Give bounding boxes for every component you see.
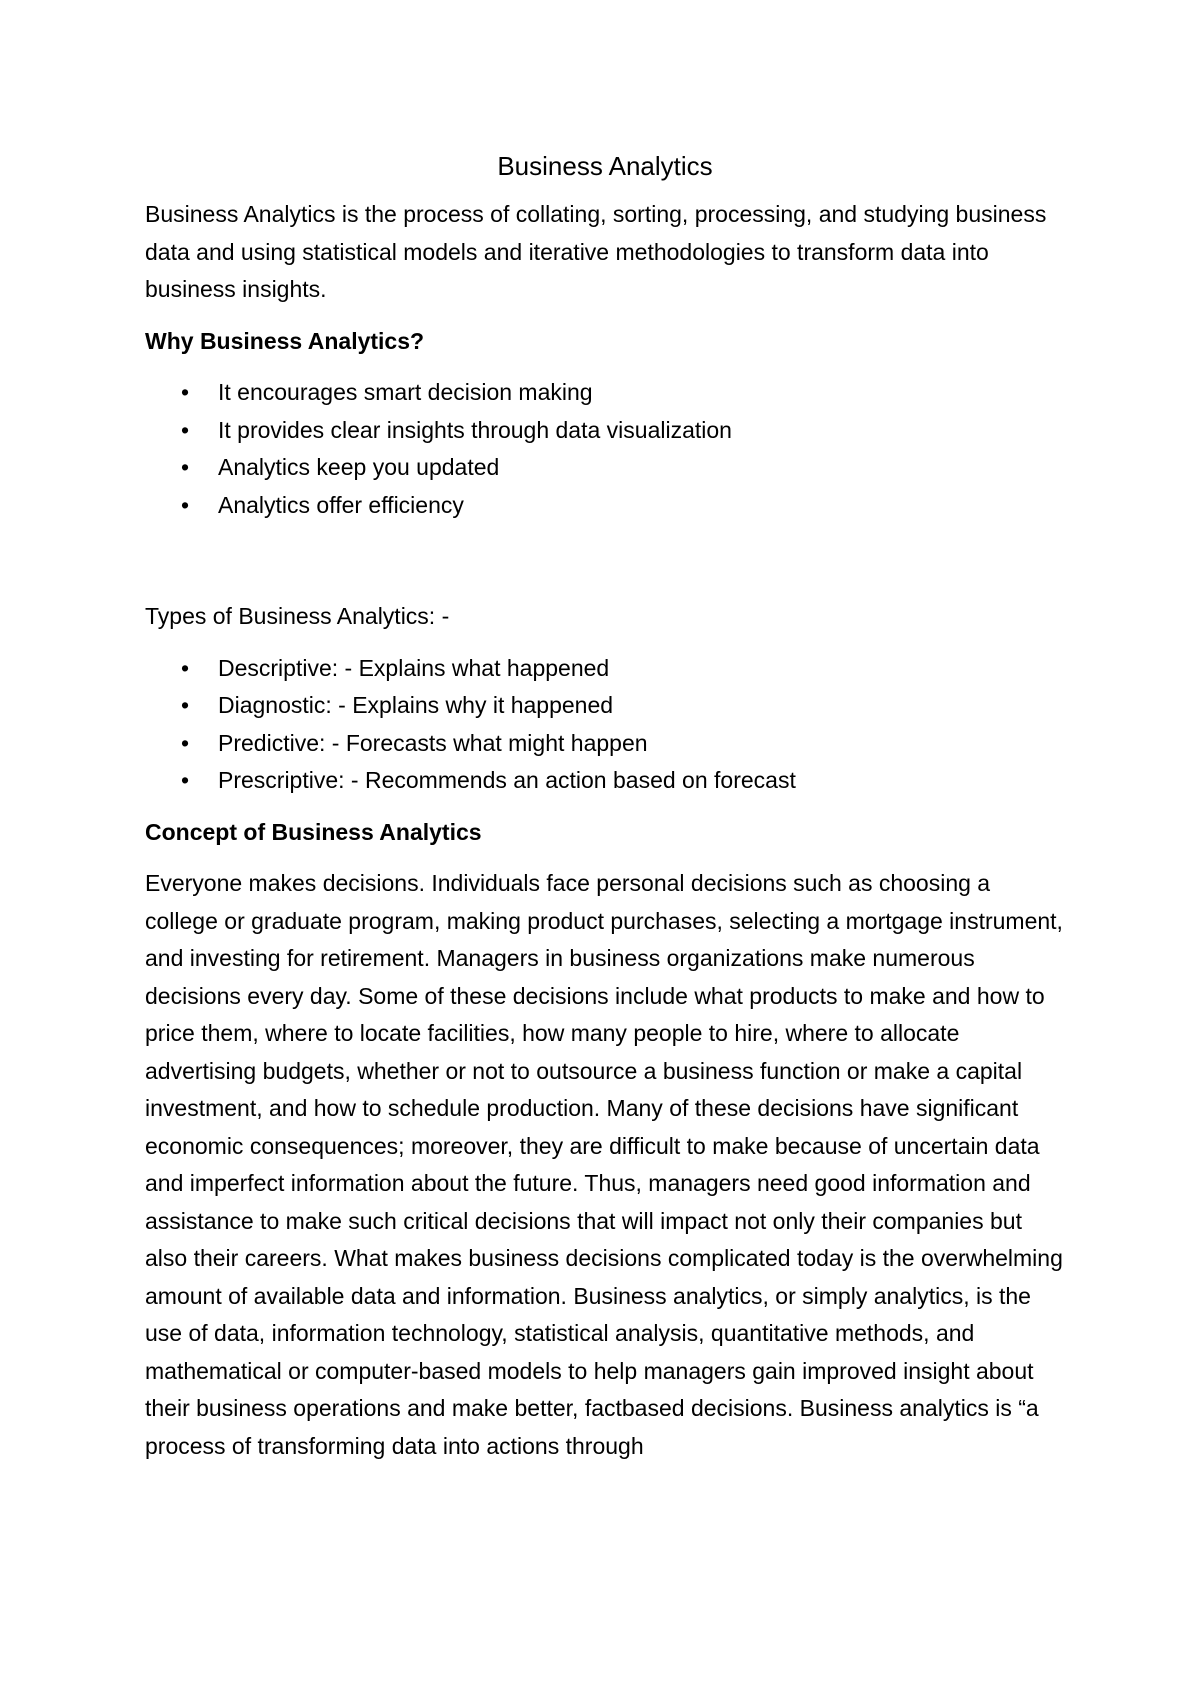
list-item (145, 762, 1065, 800)
list-item-text: It encourages smart decision making (218, 379, 593, 405)
bullet-icon: • (181, 654, 190, 681)
list-item-text: Prescriptive: - Recommends an action based on forecast (218, 767, 796, 793)
list-item (145, 449, 1065, 487)
why-heading: Why Business Analytics? (145, 327, 425, 354)
list-item-text: Analytics keep you updated (218, 454, 500, 480)
bullet-icon: • (181, 416, 190, 443)
list-item-text: Descriptive: - Explains what happened (218, 654, 610, 681)
document-title: Business Analytics (497, 151, 713, 181)
blank-line (145, 538, 1065, 598)
bullet-icon: • (181, 379, 190, 405)
bullet-icon: • (181, 491, 190, 518)
intro-paragraph: Business Analytics is the process of collating, sorting, processing, and studying business data and using statistical models and iterative methodologies to transform data into business insights. (145, 201, 1047, 302)
list-item-text: Diagnostic: - Explains why it happened (218, 692, 614, 718)
types-list (145, 650, 1065, 800)
list-item (145, 487, 1065, 525)
types-heading: Types of Business Analytics: - (145, 603, 450, 629)
list-item-text: It provides clear insights through data visualization (218, 416, 732, 443)
list-item (145, 687, 1065, 725)
list-item (145, 374, 1065, 412)
bullet-icon: • (181, 729, 190, 756)
list-item (145, 725, 1065, 763)
concept-heading: Concept of Business Analytics (145, 818, 482, 845)
why-list (145, 374, 1065, 524)
document-content (145, 146, 1065, 1479)
list-item-text: Analytics offer efficiency (218, 491, 464, 518)
bullet-icon: • (181, 692, 190, 718)
bullet-icon: • (181, 767, 190, 793)
list-item (145, 412, 1065, 450)
list-item-text: Predictive: - Forecasts what might happen (218, 729, 648, 756)
bullet-icon: • (181, 454, 190, 480)
concept-paragraph: Everyone makes decisions. Individuals face personal decisions such as choosing a college or graduate program, making product purchases, selecting a mortgage instrument, and investing for retirement. Managers in business organizations make numerous decisions every day. Some of these decisions include what products to make and how to price them, where to locate facilities, how many people to hire, where to allocate advertising budgets, whether or not to outsource a business function or make a capital investment, and how to schedule production. Many of these decisions have significant economic consequences; moreover, they are difficult to make because of uncertain data and imperfect information about the future. Thus, managers need good information and assistance to make such critical decisions that will impact not only their companies but also their careers. What makes business decisions complicated today is the overwhelming amount of available data and information. Business analytics, or simply analytics, is the use of data, information technology, statistical analysis, quantitative methods, and mathematical or computer-based models to help managers gain improved insight about their business operations and make better, factbased decisions. Business analytics is “a process of transforming data into actions through (145, 870, 1063, 1459)
list-item (145, 650, 1065, 688)
